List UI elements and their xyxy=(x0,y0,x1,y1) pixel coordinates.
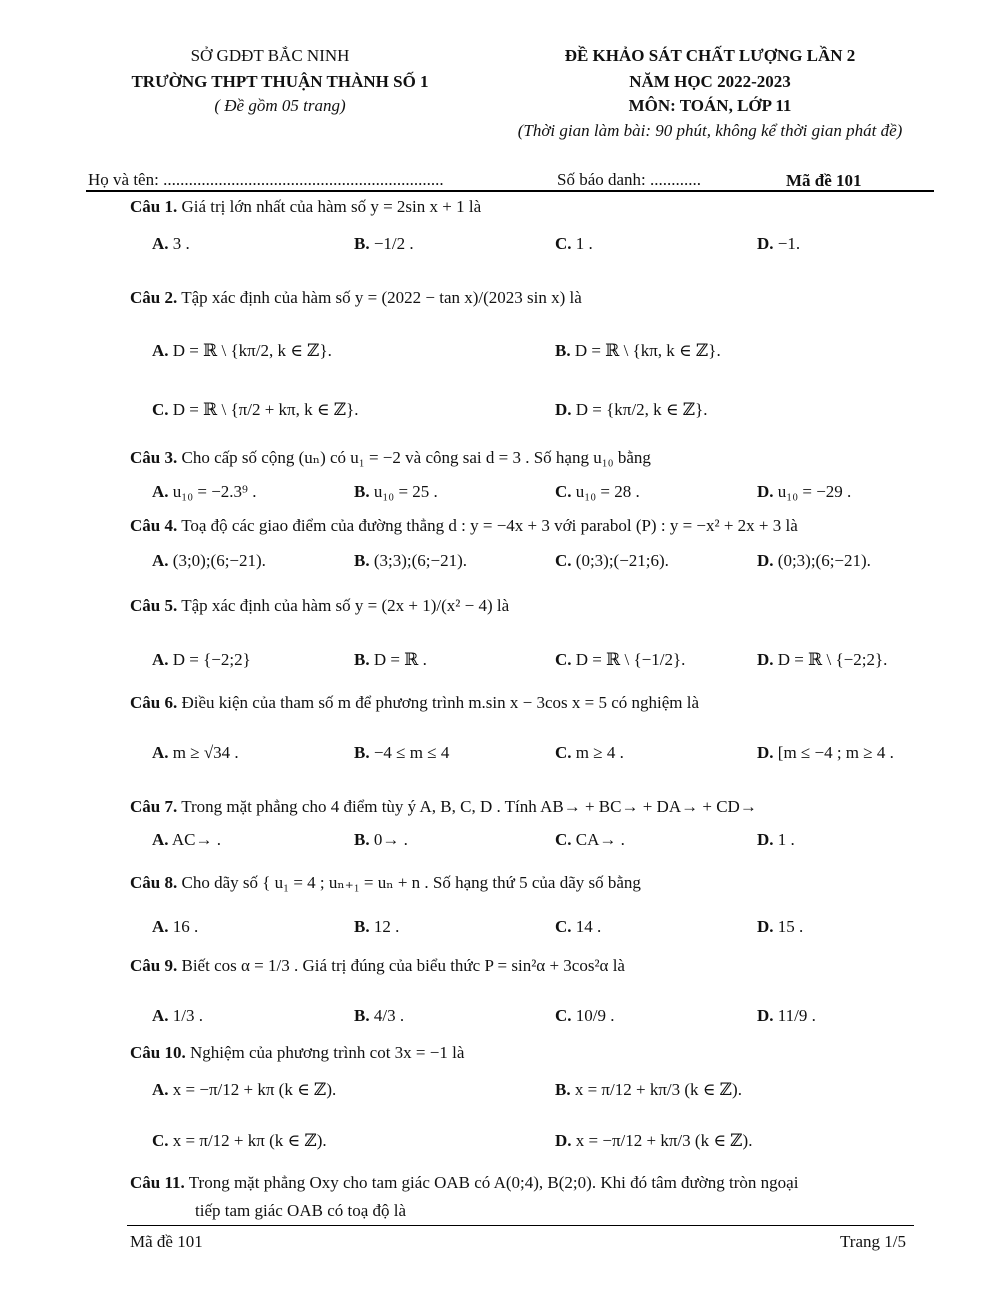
option-c: C. CA→ . xyxy=(555,830,625,849)
subject: MÔN: TOÁN, LỚP 11 xyxy=(628,96,792,115)
question-text: Trong mặt phẳng Oxy cho tam giác OAB có A(0;4), B(2;0). Khi đó tâm đường tròn ngoại xyxy=(188,1173,799,1192)
option-b: B. x = π/12 + kπ/3 (k ∈ ℤ). xyxy=(555,1080,742,1099)
question-label: Câu 7. xyxy=(130,797,178,816)
option-c: C. 14 . xyxy=(555,917,602,936)
question-10 xyxy=(130,1043,464,1063)
option-b: B. D = ℝ . xyxy=(354,650,427,669)
school-name: TRƯỜNG THPT THUẬN THÀNH SỐ 1 xyxy=(131,72,429,91)
question-label: Câu 2. xyxy=(130,288,178,307)
question-label: Câu 3. xyxy=(130,448,178,467)
footer-divider xyxy=(127,1225,914,1226)
option-b: B. −4 ≤ m ≤ 4 xyxy=(354,743,450,762)
option-b: B. 0→ . xyxy=(354,830,408,849)
time-note: (Thời gian làm bài: 90 phút, không kể thời gian phát đề) xyxy=(517,121,903,140)
option-d: D. D = {kπ/2, k ∈ ℤ}. xyxy=(555,400,708,419)
option-c: C. (0;3);(−21;6). xyxy=(555,551,669,570)
question-7 xyxy=(130,797,757,817)
option-d: D. 1 . xyxy=(757,830,795,849)
option-d: D. 11/9 . xyxy=(757,1006,816,1025)
question-5 xyxy=(130,596,509,616)
option-a: A. 16 . xyxy=(152,917,199,936)
option-b: B. 12 . xyxy=(354,917,400,936)
option-a: A. AC→ . xyxy=(152,830,221,849)
exam-code: Mã đề 101 xyxy=(786,171,862,190)
question-label: Câu 1. xyxy=(130,197,178,216)
option-c: C. 1 . xyxy=(555,234,593,253)
footer-exam-code: Mã đề 101 xyxy=(130,1232,203,1251)
question-9 xyxy=(130,956,625,976)
question-label: Câu 4. xyxy=(130,516,178,535)
option-c: C. m ≥ 4 . xyxy=(555,743,624,762)
question-text: Tập xác định của hàm số y = (2022 − tan x)/(2023 sin x) là xyxy=(181,288,582,307)
option-a: A. 3 . xyxy=(152,234,190,253)
option-d: D. (0;3);(6;−21). xyxy=(757,551,871,570)
question-11 xyxy=(130,1173,798,1193)
option-b: B. (3;3);(6;−21). xyxy=(354,551,467,570)
question-label: Câu 9. xyxy=(130,956,178,975)
question-label: Câu 10. xyxy=(130,1043,186,1062)
option-a: A. D = {−2;2} xyxy=(152,650,251,669)
option-a: A. (3;0);(6;−21). xyxy=(152,551,266,570)
option-d: D. D = ℝ \ {−2;2}. xyxy=(757,650,888,669)
option-b: B. −1/2 . xyxy=(354,234,414,253)
exam-title: ĐỀ KHẢO SÁT CHẤT LƯỢNG LẦN 2 xyxy=(564,46,856,65)
header-divider xyxy=(86,190,934,192)
option-a: A. 1/3 . xyxy=(152,1006,204,1025)
question-label: Câu 6. xyxy=(130,693,178,712)
question-text: Trong mặt phẳng cho 4 điểm tùy ý A, B, C, D . Tính AB→ + BC→ + DA→ + CD→ xyxy=(181,797,757,816)
question-8 xyxy=(130,873,641,893)
school-year: NĂM HỌC 2022-2023 xyxy=(629,72,791,91)
question-text: Nghiệm của phương trình cot 3x = −1 là xyxy=(189,1043,465,1062)
option-c: C. 10/9 . xyxy=(555,1006,615,1025)
student-name-field: Họ và tên: .................................................................. xyxy=(88,170,444,189)
option-b: B. u₁₀ = 25 . xyxy=(354,482,438,501)
question-label: Câu 11. xyxy=(130,1173,185,1192)
option-d: D. u₁₀ = −29 . xyxy=(757,482,852,501)
question-label: Câu 5. xyxy=(130,596,178,615)
question-3 xyxy=(130,448,651,468)
option-d: D. [m ≤ −4 ; m ≥ 4 . xyxy=(757,743,894,762)
option-d: D. 15 . xyxy=(757,917,804,936)
question-1 xyxy=(130,197,481,217)
option-a: A. D = ℝ \ {kπ/2, k ∈ ℤ}. xyxy=(152,341,332,360)
option-b: B. 4/3 . xyxy=(354,1006,405,1025)
question-text: Cho cấp số cộng (uₙ) có u₁ = −2 và công sai d = 3 . Số hạng u₁₀ bằng xyxy=(181,448,651,467)
option-a: A. x = −π/12 + kπ (k ∈ ℤ). xyxy=(152,1080,337,1099)
question-11-continuation: tiếp tam giác OAB có toạ độ là xyxy=(195,1201,407,1220)
question-text: Điều kiện của tham số m để phương trình m.sin x − 3cos x = 5 có nghiệm là xyxy=(181,693,700,712)
option-d: D. x = −π/12 + kπ/3 (k ∈ ℤ). xyxy=(555,1131,753,1150)
option-c: C. x = π/12 + kπ (k ∈ ℤ). xyxy=(152,1131,327,1150)
question-text: Toạ độ các giao điểm của đường thẳng d : y = −4x + 3 với parabol (P) : y = −x² + 2x + 3 là xyxy=(181,516,798,535)
question-label: Câu 8. xyxy=(130,873,178,892)
option-b: B. D = ℝ \ {kπ, k ∈ ℤ}. xyxy=(555,341,721,360)
option-a: A. m ≥ √34 . xyxy=(152,743,239,762)
question-6 xyxy=(130,693,699,713)
question-text: Giá trị lớn nhất của hàm số y = 2sin x + 1 là xyxy=(181,197,482,216)
option-d: D. −1. xyxy=(757,234,801,253)
page-count-note: ( Đề gồm 05 trang) xyxy=(214,96,346,115)
question-text: Biết cos α = 1/3 . Giá trị đúng của biểu thức P = sin²α + 3cos²α là xyxy=(181,956,625,975)
student-id-field: Số báo danh: ............ xyxy=(557,170,702,189)
question-2 xyxy=(130,288,582,308)
option-c: C. D = ℝ \ {−1/2}. xyxy=(555,650,686,669)
question-text: Cho dãy số { u₁ = 4 ; uₙ₊₁ = uₙ + n . Số hạng thứ 5 của dãy số bằng xyxy=(181,873,641,892)
question-text: Tập xác định của hàm số y = (2x + 1)/(x² − 4) là xyxy=(181,596,510,615)
option-c: C. D = ℝ \ {π/2 + kπ, k ∈ ℤ}. xyxy=(152,400,359,419)
school-dept: SỞ GDĐT BẮC NINH xyxy=(190,46,350,65)
option-c: C. u₁₀ = 28 . xyxy=(555,482,640,501)
page-number: Trang 1/5 xyxy=(840,1232,906,1251)
question-4 xyxy=(130,516,798,536)
option-a: A. u₁₀ = −2.3⁹ . xyxy=(152,482,257,501)
